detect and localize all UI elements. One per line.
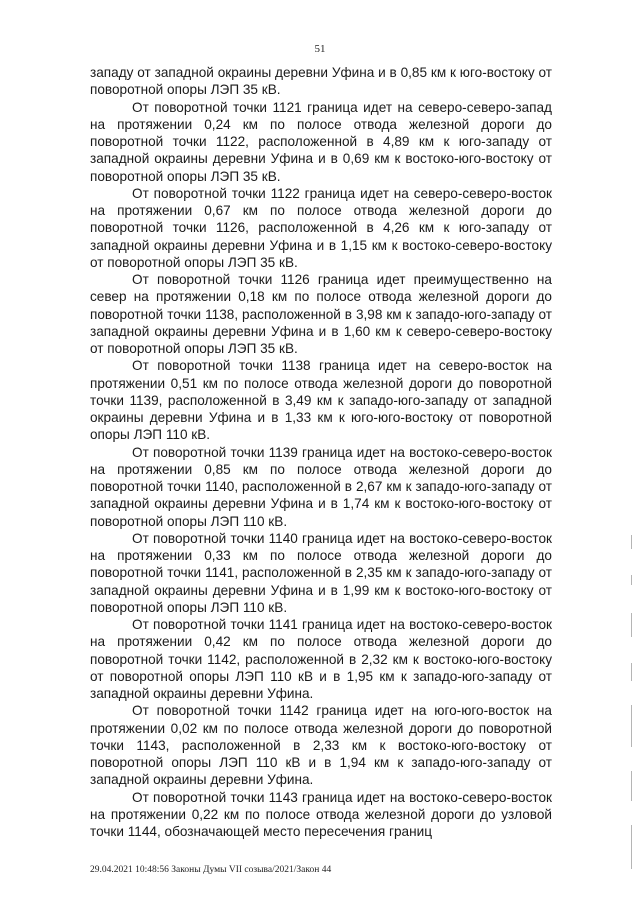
paragraph-point-1126: От поворотной точки 1126 граница идет преимущественно на север на протяжении 0,18 км по полосе отвода железной дороги до поворотной точки 1138, расположенной в 3,98 км к западо-юго-западу от западной окраины деревни Уфина и в 1,60 км к северо-северо-востоку от поворотной опоры ЛЭП 35 кВ.: [90, 272, 552, 356]
document-footer: 29.04.2021 10:48:56 Законы Думы VII созыва/2021/Закон 44: [90, 865, 332, 875]
paragraph-point-1139: От поворотной точки 1139 граница идет на востоко-северо-восток на протяжении 0,85 км по полосе отвода железной дороги до поворотной точки 1140, расположенной в 2,67 км к западо-юго-западу от западной окраины деревни Уфина и в 1,74 км к востоко-юго-востоку от поворотной опоры ЛЭП 110 кВ.: [90, 444, 552, 529]
paragraph-point-1122: От поворотной точки 1122 граница идет на северо-северо-восток на протяжении 0,67 км по полосе отвода железной дороги до поворотной точки 1126, расположенной в 4,26 км к юго-западу от западной окраины деревни Уфина и в 1,15 км к востоко-северо-востоку от поворотной опоры ЛЭП 35 кВ.: [90, 185, 552, 270]
paragraph-point-1141: От поворотной точки 1141 граница идет на востоко-северо-восток на протяжении 0,42 км по полосе отвода железной дороги до поворотной точки 1142, расположенной в 2,32 км к востоко-юго-востоку от поворотной опоры ЛЭП 110 кВ и в 1,95 км к западо-юго-западу от западной окраины деревни Уфина.: [90, 617, 552, 701]
paragraph-point-1140: От поворотной точки 1140 граница идет на востоко-северо-восток на протяжении 0,33 км по полосе отвода железной дороги до поворотной точки 1141, расположенной в 2,35 км к западо-юго-западу от западной окраины деревни Уфина и в 1,99 км к востоко-юго-востоку от поворотной опоры ЛЭП 110 кВ.: [90, 530, 552, 615]
document-body: [90, 64, 552, 840]
paragraph-point-1142: От поворотной точки 1142 граница идет на юго-юго-восток на протяжении 0,02 км по полосе отвода железной дороги до поворотной точки 1143, расположенной в 2,33 км к востоко-юго-востоку от поворотной опоры ЛЭП 110 кВ и в 1,94 км к западо-юго-западу от западной окраины деревни Уфина.: [90, 703, 552, 788]
paragraph-point-1121: От поворотной точки 1121 граница идет на северо-северо-запад на протяжении 0,24 км по полосе отвода железной дороги до поворотной точки 1122, расположенной в 4,89 км к юго-западу от западной окраины деревни Уфина и в 0,69 км к востоко-юго-востоку от поворотной опоры ЛЭП 35 кВ.: [90, 99, 552, 184]
paragraph-point-1143: От поворотной точки 1143 граница идет на востоко-северо-восток на протяжении 0,22 км по полосе отвода железной дороги до узловой точки 1144, обозначающей место пересечения границ: [90, 789, 552, 839]
scan-margin-marks: [628, 535, 636, 875]
paragraph-continuation: западу от западной окраины деревни Уфина и в 0,85 км к юго-востоку от поворотной опоры ЛЭП 35 кВ.: [90, 65, 552, 98]
paragraph-point-1138: От поворотной точки 1138 граница идет на северо-восток на протяжении 0,51 км по полосе отвода железной дороги до поворотной точки 1139, расположенной в 3,49 км к западо-юго-западу от западной окраины деревни Уфина и в 1,33 км к юго-юго-востоку от поворотной опоры ЛЭП 110 кВ.: [90, 358, 552, 443]
page-number: 51: [314, 43, 326, 55]
